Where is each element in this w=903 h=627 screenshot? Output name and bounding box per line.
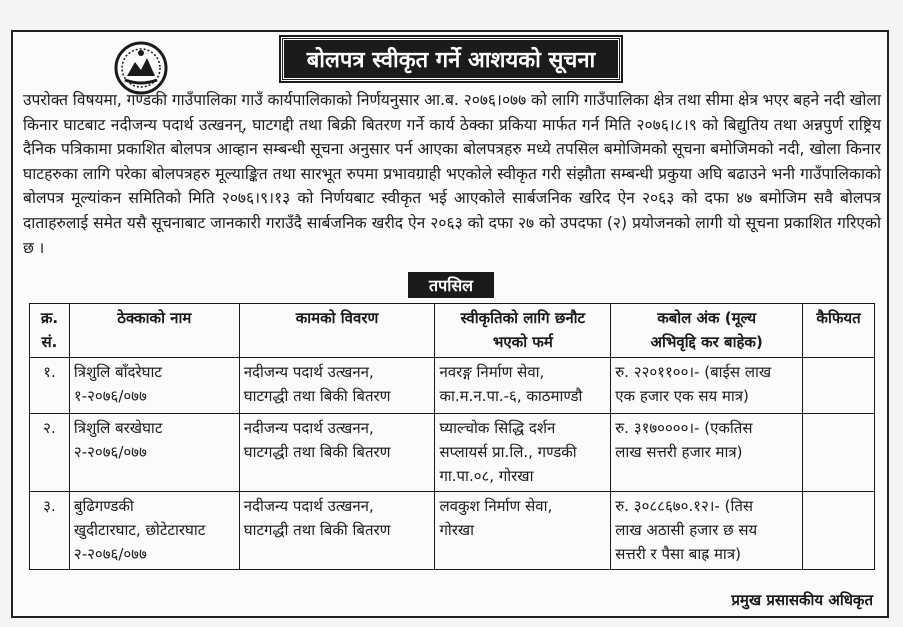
header-work-description: कामको विवरण (239, 304, 435, 358)
row-selected-firm: लवकुश निर्माण सेवा, गोरखा (435, 492, 611, 570)
table-row (30, 492, 875, 570)
header-selected-firm: स्वीकृतिको लागि छनौट भएको फर्म (435, 304, 611, 358)
row-work-description: नदीजन्य पदार्थ उत्खनन, घाटगद्धी तथा बिकी बितरण (239, 492, 435, 570)
notice-body: उपरोक्त विषयमा, गण्डकी गाउँपालिका गाउँ कार्यपालिकाको निर्णयनुसार आ.ब. २०७६।०७७ को लागि गाउँपालिका क्षेत्र तथा सीमा क्षेत्र भएर बहने नदी खोला किनार घाटबाट नदीजन्य पदार्थ उत्खनन्, घाटगद्दी तथा बिक्री बितरण गर्ने कार्य ठेक्का प्रकिया मार्फत गर्न मिति २०७६।८।९ को बिद्युतिय तथा अन्नपुर्ण राष्ट्रिय दैनिक पत्रिकामा प्रकाशित बोलपत्र आव्हान सम्बन्धी सूचना अनुसार पर्न आएका बोलपत्रहरु मध्ये तपसिल बमोजिमको सूचना बमोजिमको नदी, खोला किनार घाटहरुका लागि परेका बोलपत्रहरु मूल्याङ्कित तथा सारभूत रुपमा प्रभावग्राही भएकोले स्वीकृत गरी संझौता सम्बन्धी प्रकुया अघि बढाउने भनी गाउँपालिकाको बोलपत्र मूल्यांकन समितिको मिति २०७६।९।१३ को निर्णयबाट स्वीकृत भई आएकोले सार्बजनिक खरिद ऐन २०६३ को दफा ४७ बमोजिम सवै बोलपत्र दाताहरुलाई समेत यसै सूचनाबाट जानकारी गराउँदै सार्बजनिक खरीद ऐन २०६३ को दफा २७ को उपदफा (२) प्रयोजनको लागी यो सूचना प्रकाशित गरिएको छ । (23, 91, 881, 257)
header-remarks: कैफियत (803, 304, 875, 358)
row-bid-amount: रु. ३०८८६७०.१२।- (तिस लाख अठासी हजार छ सय सत्तरी र पैसा बाह्र मात्र) (611, 492, 803, 570)
row-sn: ३. (30, 492, 70, 570)
row-contract-name: बुढिगण्डकी खुदीटारघाट, छोटेटारघाट २-२०७६/०७७ (69, 492, 239, 570)
row-contract-name: त्रिशुलि बरखेघाट २-२०७६/०७७ (69, 414, 239, 492)
row-work-description: नदीजन्य पदार्थ उत्खनन, घाटगद्धी तथा बिकी बितरण (239, 358, 435, 414)
row-contract-name: त्रिशुलि बाँदरेघाट १-२०७६/०७७ (69, 358, 239, 414)
row-remarks (803, 358, 875, 414)
tapasil-label: तपसिल (408, 272, 494, 298)
notice-frame (11, 30, 889, 618)
row-bid-amount: रु. ३१७००००।- (एकतिस लाख सत्तरी हजार मात्र) (611, 414, 803, 492)
table-row (30, 358, 875, 414)
table-header-row (30, 304, 875, 358)
signature: प्रमुख प्रसासकीय अधिकृत (731, 591, 873, 609)
row-selected-firm: घ्याल्चोक सिद्धि दर्शन सप्लायर्स प्रा.लि., गण्डकी गा.पा.०८, गोरखा (435, 414, 611, 492)
row-remarks (803, 414, 875, 492)
row-work-description: नदीजन्य पदार्थ उत्खनन, घाटगद्धी तथा बिकी बितरण (239, 414, 435, 492)
header-sn: क्र. सं. (30, 304, 70, 358)
row-remarks (803, 492, 875, 570)
notice-title: बोलपत्र स्वीकृत गर्ने आशयको सूचना (281, 37, 621, 81)
table-row (30, 414, 875, 492)
header-contract-name: ठेक्काको नाम (69, 304, 239, 358)
row-sn: २. (30, 414, 70, 492)
tender-table (29, 303, 875, 570)
row-selected-firm: नवरङ्ग निर्माण सेवा, का.म.न.पा.-६, काठमाण्डौ (435, 358, 611, 414)
row-sn: १. (30, 358, 70, 414)
header-bid-amount: कबोल अंक (मूल्य अभिवृद्दि कर बाहेक) (611, 304, 803, 358)
row-bid-amount: रु. २२०११००।- (बाईस लाख एक हजार एक सय मात्र) (611, 358, 803, 414)
